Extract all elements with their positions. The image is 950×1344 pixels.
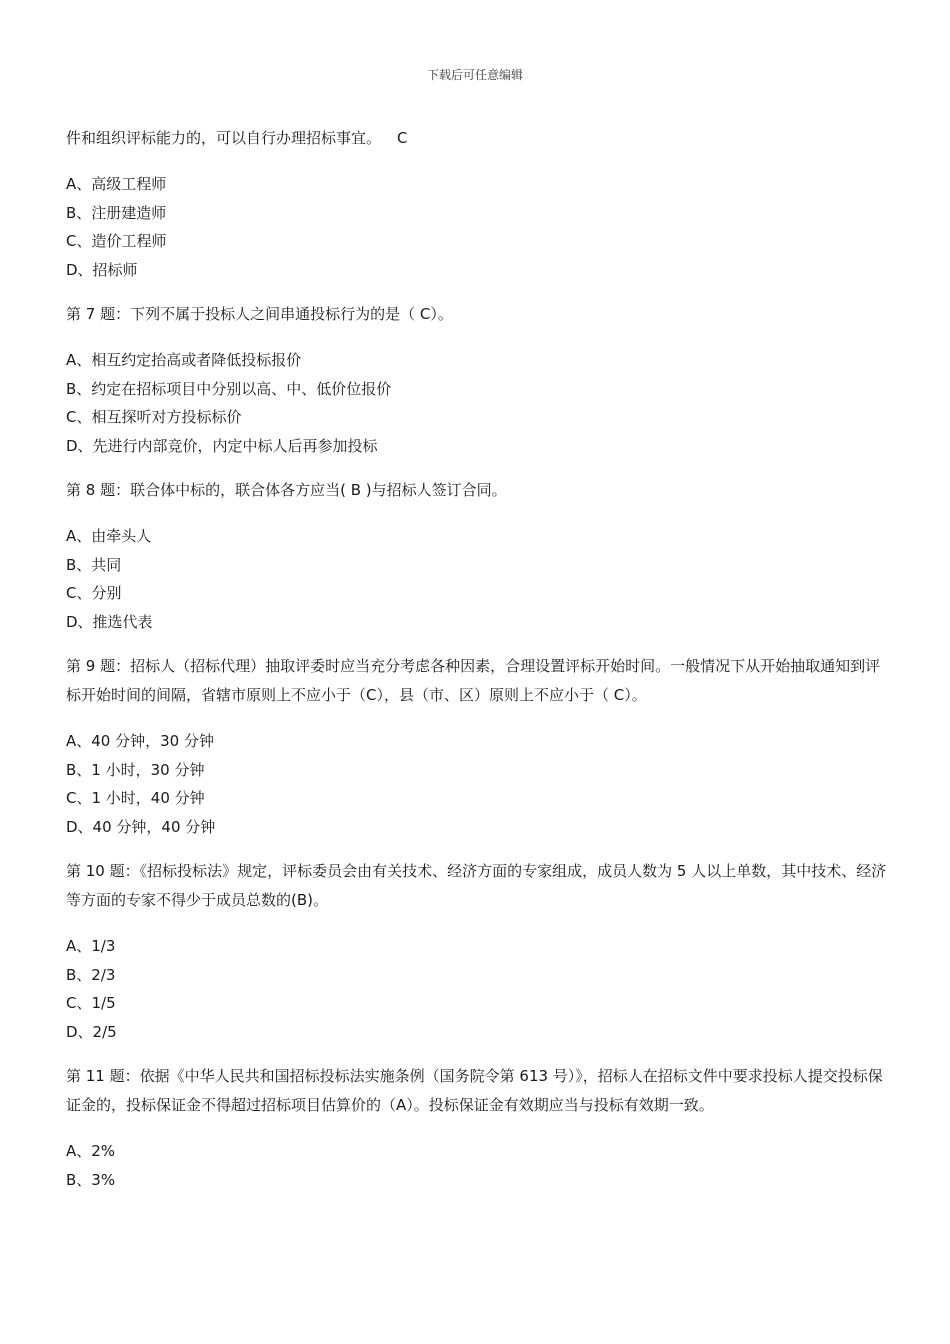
option-c: C、1 小时，40 分钟 bbox=[66, 789, 205, 807]
question-10 bbox=[66, 857, 892, 1046]
question-stem: 第 11 题：依据《中华人民共和国招标投标法实施条例（国务院令第 613 号）》，招标人在招标文件中要求投标人提交投标保证金的，投标保证金不得超过招标项目估算价的（A）。投标保证金有效期应当与投标有效期一致。 bbox=[66, 1067, 883, 1114]
option-list bbox=[66, 1137, 892, 1194]
option-d: D、推选代表 bbox=[66, 612, 153, 631]
option-b: B、2/3 bbox=[66, 965, 116, 984]
question-11 bbox=[66, 1062, 892, 1194]
option-c: C、造价工程师 bbox=[66, 232, 167, 250]
question-stem bbox=[66, 124, 892, 153]
question-stem: 第 9 题：招标人（招标代理）抽取评委时应当充分考虑各种因素，合理设置评标开始时间。一般情况下从开始抽取通知到评标开始时间的间隔，省辖市原则上不应小于（C），县（市、区）原则上不应小于（ C）。 bbox=[66, 657, 881, 704]
option-c: C、1/5 bbox=[66, 994, 116, 1012]
option-c: C、分别 bbox=[66, 584, 122, 602]
question-6-continued bbox=[66, 124, 892, 284]
option-a: A、40 分钟，30 分钟 bbox=[66, 732, 214, 750]
option-d: D、40 分钟，40 分钟 bbox=[66, 817, 216, 836]
option-list bbox=[66, 346, 892, 460]
question-8 bbox=[66, 476, 892, 636]
question-stem: 第 8 题：联合体中标的，联合体各方应当( B )与招标人签订合同。 bbox=[66, 481, 507, 499]
option-c: C、相互探听对方投标标价 bbox=[66, 408, 242, 426]
option-b: B、1 小时，30 分钟 bbox=[66, 760, 205, 779]
option-a: A、相互约定抬高或者降低投标报价 bbox=[66, 351, 302, 369]
option-d: D、先进行内部竞价，内定中标人后再参加投标 bbox=[66, 436, 378, 455]
question-stem: 第 10 题：《招标投标法》规定，评标委员会由有关技术、经济方面的专家组成，成员人数为 5 人以上单数，其中技术、经济等方面的专家不得少于成员总数的(B)。 bbox=[66, 862, 887, 909]
option-b: B、注册建造师 bbox=[66, 203, 167, 222]
answer-letter: C bbox=[397, 129, 408, 147]
option-b: B、3% bbox=[66, 1170, 116, 1189]
option-a: A、1/3 bbox=[66, 937, 116, 955]
question-list bbox=[66, 124, 892, 1210]
question-9 bbox=[66, 652, 892, 841]
option-d: D、2/5 bbox=[66, 1022, 117, 1041]
page-header: 下载后可任意编辑 bbox=[426, 68, 523, 82]
question-7 bbox=[66, 300, 892, 460]
option-b: B、共同 bbox=[66, 555, 122, 574]
option-list bbox=[66, 170, 892, 284]
question-stem-text: 件和组织评标能力的，可以自行办理招标事宜。 bbox=[66, 129, 382, 147]
option-a: A、高级工程师 bbox=[66, 175, 167, 193]
option-d: D、招标师 bbox=[66, 260, 138, 279]
option-list bbox=[66, 727, 892, 841]
option-list bbox=[66, 522, 892, 636]
question-stem: 第 7 题：下列不属于投标人之间串通投标行为的是（ C）。 bbox=[66, 305, 453, 323]
option-list bbox=[66, 932, 892, 1046]
option-b: B、约定在招标项目中分别以高、中、低价位报价 bbox=[66, 379, 392, 398]
option-a: A、2% bbox=[66, 1142, 116, 1160]
option-a: A、由牵头人 bbox=[66, 527, 152, 545]
